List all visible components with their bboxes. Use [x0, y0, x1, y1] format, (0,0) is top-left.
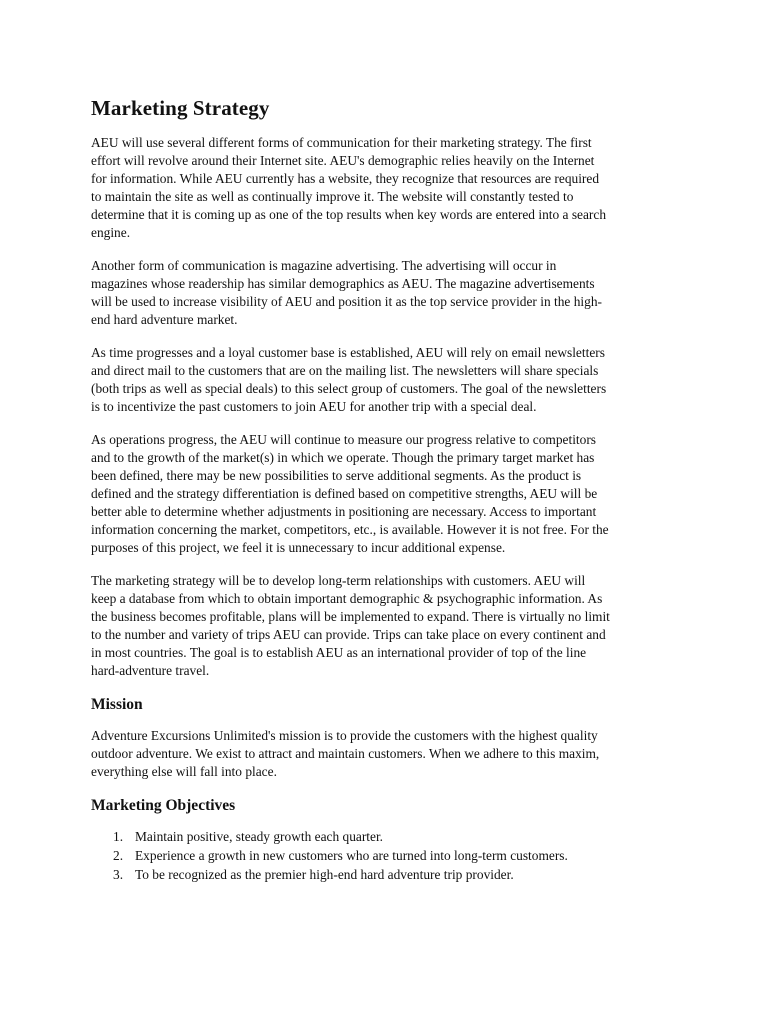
page-title: Marketing Strategy	[91, 96, 270, 120]
list-item-number: 2.	[113, 848, 124, 863]
paragraph-magazine: Another form of communication is magazine advertising. The advertising will occur in magazines whose readership has similar demographics as AEU. The magazine advertisements will be used to increase visibility of AEU and position it as the top service provider in the high- end hard adventure market.	[91, 258, 602, 327]
document-content	[91, 95, 681, 885]
mission-heading: Mission	[91, 696, 143, 713]
mission-text: Adventure Excursions Unlimited's mission is to provide the customers with the highest quality outdoor adventure. We exist to attract and maintain customers. When we adhere to this maxim, everything else will fall into place.	[91, 728, 600, 779]
list-item-text: To be recognized as the premier high-end hard adventure trip provider.	[135, 867, 514, 882]
objectives-heading: Marketing Objectives	[91, 797, 236, 814]
paragraph-operations: As operations progress, the AEU will continue to measure our progress relative to competitors and to the growth of the market(s) in which we operate. Though the primary target market has been defined, there may be new possibilities to serve additional segments. As the product is defined and the strategy differentiation is defined based on competitive strengths, AEU will be better able to determine whether adjustments in positioning are necessary. Access to important information concerning the market, competitors, etc., is available. However it is not free. For the purposes of this project, we feel it is unnecessary to incur additional expense.	[91, 432, 609, 555]
list-item-number: 1.	[113, 829, 124, 844]
paragraph-relationships: The marketing strategy will be to develop long-term relationships with customers. AEU will keep a database from which to obtain important demographic & psychographic information. As the business becomes profitable, plans will be implemented to expand. There is virtually no limit to the number and variety of trips AEU can provide. Trips can take place on every continent and in most countries. The goal is to establish AEU as an international provider of top of the line hard-adventure travel.	[91, 573, 610, 678]
objectives-list	[91, 828, 681, 884]
list-item	[91, 866, 681, 884]
list-item	[91, 828, 681, 846]
paragraph-internet: AEU will use several different forms of communication for their marketing strategy. The first effort will revolve around their Internet site. AEU's demographic relies heavily on the Internet for information. While AEU currently has a website, they recognize that resources are required to maintain the site as well as continually improve it. The website will constantly tested to determine that it is coming up as one of the top results when key words are entered into a search engine.	[91, 135, 607, 240]
list-item-text: Maintain positive, steady growth each quarter.	[135, 829, 384, 844]
list-item	[91, 847, 681, 865]
list-item-number: 3.	[113, 867, 124, 882]
list-item-text: Experience a growth in new customers who are turned into long-term customers.	[135, 848, 568, 863]
paragraph-newsletters: As time progresses and a loyal customer base is established, AEU will rely on email newsletters and direct mail to the customers that are on the mailing list. The newsletters will share specials (both trips as well as special deals) to this select group of customers. The goal of the newsletters is to incentivize the past customers to join AEU for another trip with a special deal.	[91, 345, 607, 414]
